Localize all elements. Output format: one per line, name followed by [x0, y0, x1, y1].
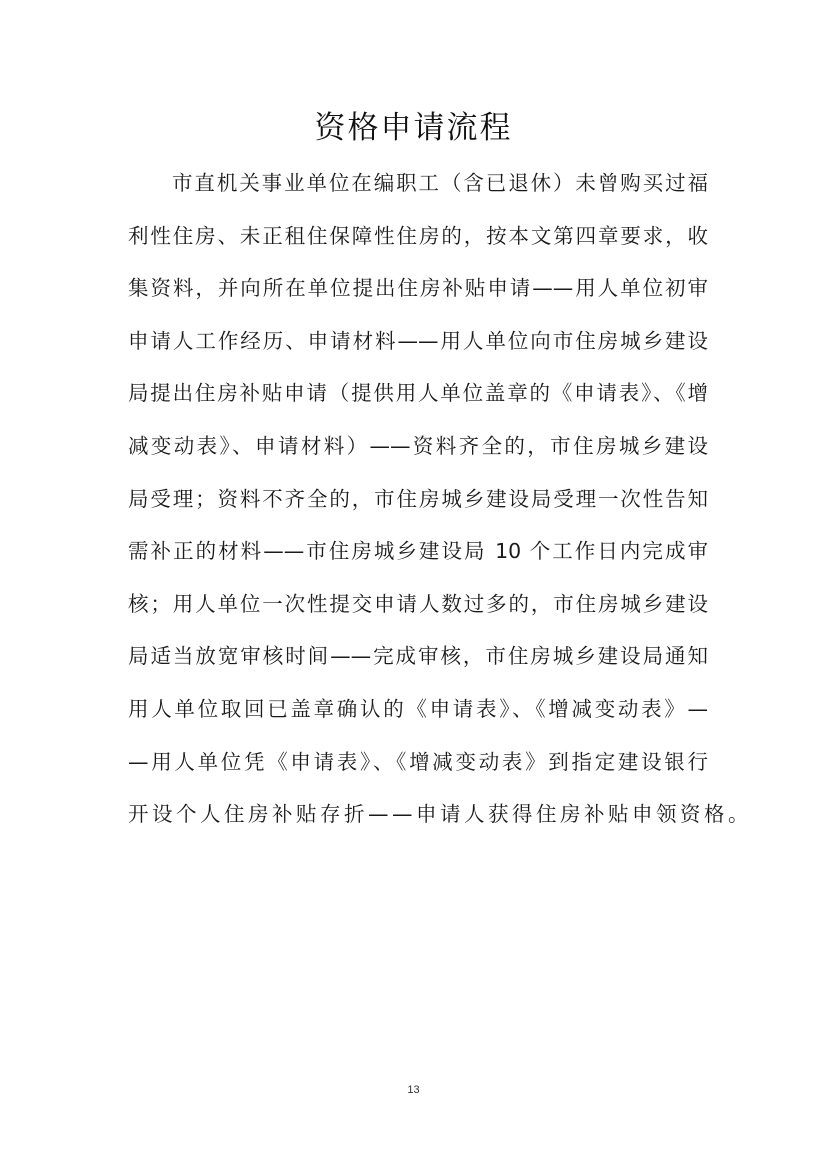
paragraph-line: 需补正的材料——市住房城乡建设局 10 个工作日内完成审 — [128, 539, 708, 564]
page-title: 资格申请流程 — [314, 110, 513, 146]
paragraph-line: 局适当放宽审核时间——完成审核，市住房城乡建设局通知 — [128, 644, 708, 669]
paragraph-line: 局提出住房补贴申请（提供用人单位盖章的《申请表》、《增 — [128, 381, 708, 406]
paragraph-line: 申请人工作经历、申请材料——用人单位向市住房城乡建设 — [128, 328, 708, 353]
paragraph-line: 减变动表》、申请材料）——资料齐全的，市住房城乡建设 — [128, 433, 708, 458]
paragraph-line: 用人单位取回已盖章确认的《申请表》、《增减变动表》— — [128, 696, 708, 721]
paragraph-line: 开设个人住房补贴存折——申请人获得住房补贴申领资格。 — [128, 802, 752, 827]
body-paragraph — [128, 163, 752, 847]
paragraph-line: 利性住房、未正租住保障性住房的，按本文第四章要求，收 — [128, 223, 708, 248]
paragraph-line: 局受理；资料不齐全的，市住房城乡建设局受理一次性告知 — [128, 486, 708, 511]
paragraph-line: 市直机关事业单位在编职工（含已退休）未曾购买过福 — [172, 171, 708, 195]
paragraph-line: —用人单位凭《申请表》、《增减变动表》到指定建设银行 — [128, 749, 708, 774]
paragraph-line: 集资料，并向所在单位提出住房补贴申请——用人单位初审 — [128, 276, 708, 301]
page-number: 13 — [407, 1084, 420, 1096]
paragraph-line: 核；用人单位一次性提交申请人数过多的，市住房城乡建设 — [128, 591, 708, 616]
